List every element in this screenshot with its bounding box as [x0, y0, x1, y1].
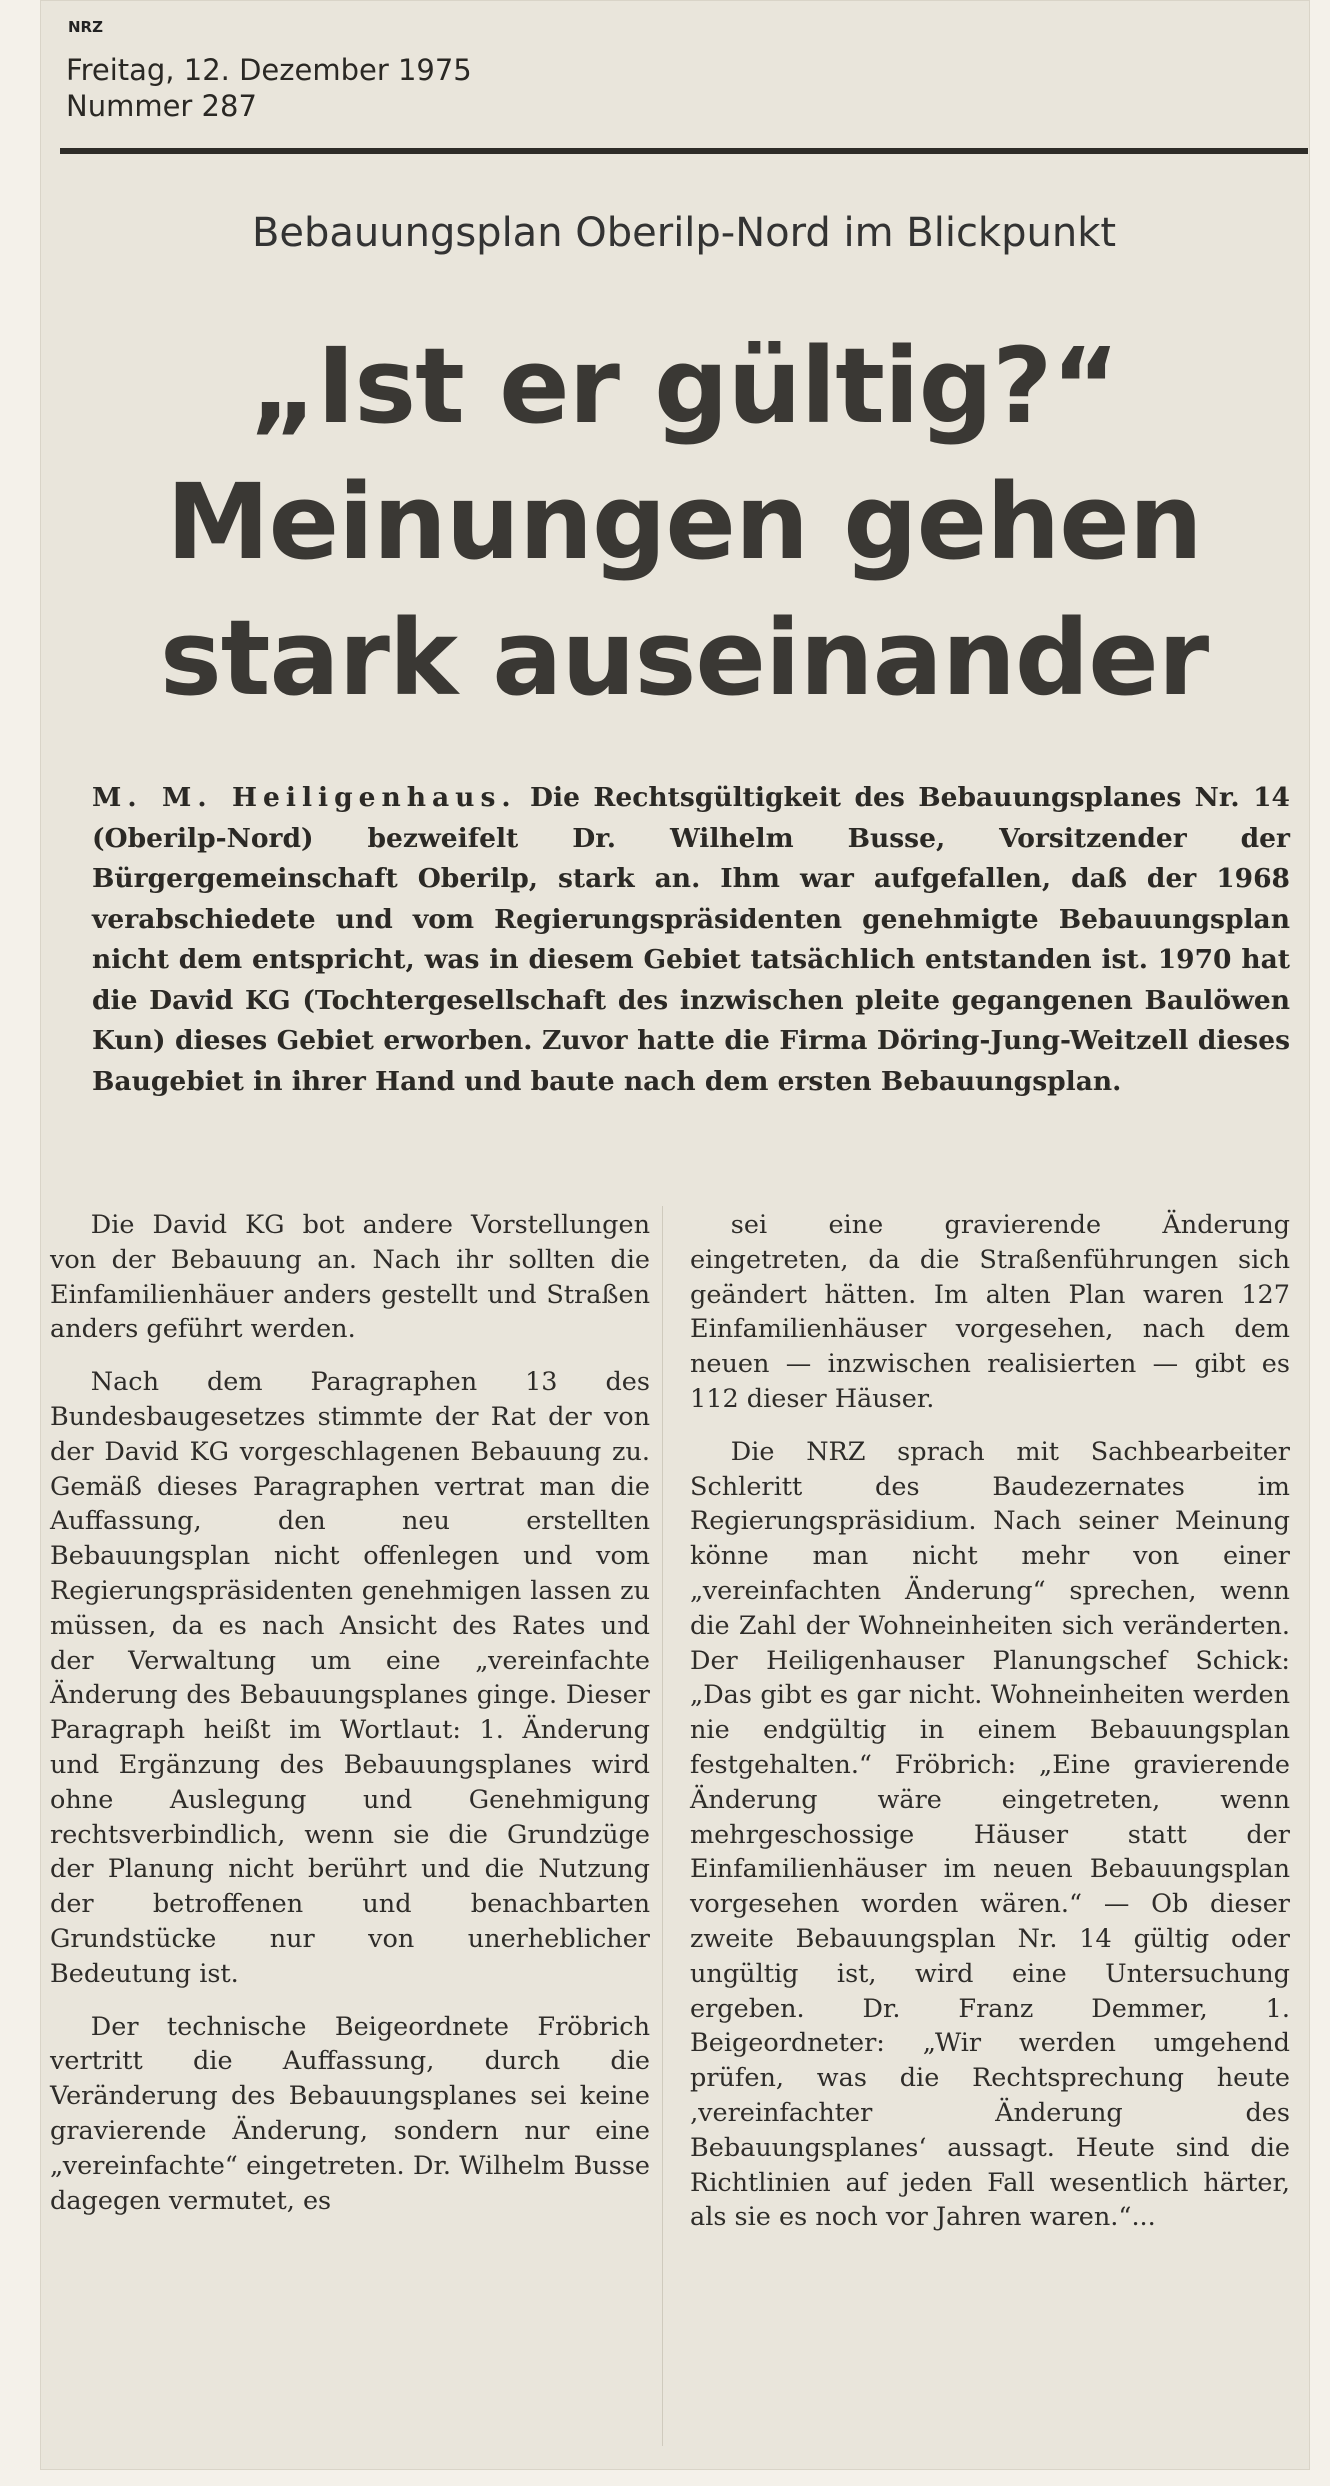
lead-text: Die Rechtsgültigkeit des Bebauungsplanes Nr. 14 (Oberilp-Nord) bezweifelt Dr. Wilhelm Busse, Vorsitzender der Bürgergemeinschaft Oberilp, stark an. Ihm war aufgefallen, daß der 1968 verabschiedete und vom Regierungspräsidenten genehmigte Bebauungsplan nicht dem entspricht, was in diesem Gebiet tatsächlich entstanden ist. 1970 hat die David KG (Tochtergesellschaft des inzwischen pleite gegangenen Baulöwen Kun) dieses Gebiet erworben. Zuvor hatte die Firma Döring-Jung-Weitzell dieses Baugebiet in ihrer Hand und baute nach dem ersten Bebauungsplan.	[92, 782, 1290, 1097]
main-headline	[60, 318, 1308, 726]
issue-date: Freitag, 12. Dezember 1975	[66, 53, 472, 87]
header-rule	[60, 148, 1308, 154]
byline: M. M. Heiligenhaus.	[92, 782, 517, 813]
issue-number: Nummer 287	[66, 89, 257, 123]
body-paragraph: Der technische Beigeordnete Fröbrich vertritt die Auffassung, durch die Veränderung des Bebauungsplanes sei keine gravierende Änderung, sondern nur eine „vereinfachte“ eingetreten. Dr. Wilhelm Busse dagegen vermutet, es	[50, 2011, 650, 2216]
headline-line-1: „Ist er gültig?“	[249, 325, 1119, 447]
column-divider	[662, 1206, 663, 2446]
body-paragraph: Die NRZ sprach mit Sachbearbeiter Schleritt des Baudezernates im Regierungspräsidium. Nach seiner Meinung könne man nicht mehr von einer „vereinfachten Änderung“ sprechen, wenn die Zahl der Wohneinheiten sich veränderten. Der Heiligenhauser Planungschef Schick: „Das gibt es gar nicht. Wohneinheiten werden nie endgültig in einem Bebauungsplan festgehalten.“ Fröbrich: „Eine gravierende Änderung wäre eingetreten, wenn mehrgeschossige Häuser statt der Einfamilienhäuser im neuen Bebauungsplan vorgesehen worden wären.“ — Ob dieser zweite Bebauungsplan Nr. 14 gültig oder ungültig ist, wird eine Untersuchung ergeben. Dr. Franz Demmer, 1. Beigeordneter: „Wir werden umgehend prüfen, was die Rechtsprechung heute ‚vereinfachter Änderung des Bebauungsplanes‘ aussagt. Heute sind die Richtlinien auf jeden Fall wesentlich härter, als sie es noch vor Jahren waren.“...	[690, 1436, 1290, 2233]
lead-paragraph	[92, 778, 1290, 1102]
headline-line-3: stark auseinander	[159, 597, 1209, 719]
body-paragraph: sei eine gravierende Änderung eingetreten, da die Straßenführungen sich geändert hätten. Im alten Plan waren 127 Einfamilienhäuser vorgesehen, nach dem neuen — inzwischen realisierten — gibt es 112 dieser Häuser.	[690, 1210, 1290, 1414]
right-column	[690, 1208, 1290, 2253]
body-paragraph: Nach dem Paragraphen 13 des Bundesbaugesetzes stimmte der Rat der von der David KG vorgeschlagenen Bebauung zu. Gemäß dieses Paragraphen vertrat man die Auffassung, den neu erstellten Bebauungsplan nicht offenlegen und vom Regierungspräsidenten genehmigen lassen zu müssen, da es nach Ansicht des Rates und der Verwaltung um eine „vereinfachte Änderung des Bebauungsplanes ginge. Dieser Paragraph heißt im Wortlaut: 1. Änderung und Ergänzung des Bebauungsplanes wird ohne Auslegung und Genehmigung rechtsverbindlich, wenn sie die Grundzüge der Planung nicht berührt und die Nutzung der betroffenen und benachbarten Grundstücke nur von unerheblicher Bedeutung ist.	[50, 1367, 650, 1989]
headline-line-2: Meinungen gehen	[166, 461, 1202, 583]
left-column	[50, 1208, 650, 2236]
body-paragraph: Die David KG bot andere Vorstellungen von der Bebauung an. Nach ihr sollten die Einfamilienhäuer anders gestellt und Straßen anders geführt werden.	[50, 1210, 650, 1345]
newspaper-tag: NRZ	[68, 18, 103, 36]
dateline	[66, 52, 472, 124]
kicker-headline: Bebauungsplan Oberilp-Nord im Blickpunkt	[251, 210, 1117, 256]
